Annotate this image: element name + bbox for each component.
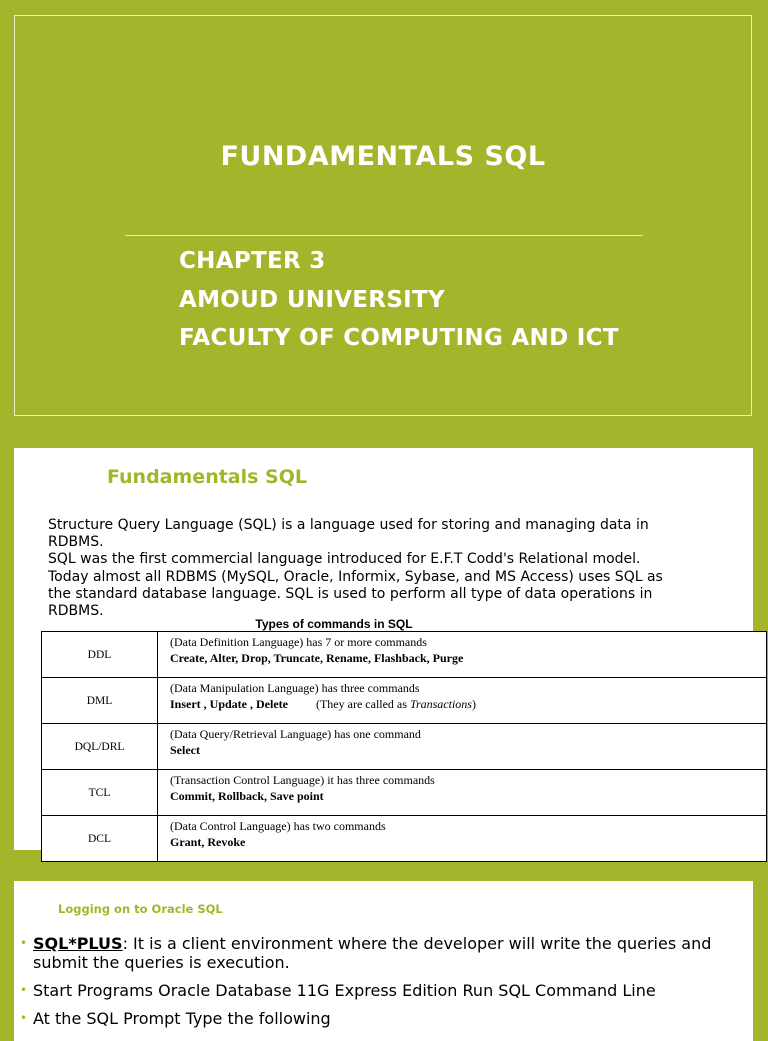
command-note bbox=[316, 697, 476, 711]
command-type-desc bbox=[158, 816, 767, 862]
title-divider bbox=[125, 235, 643, 236]
table-row bbox=[42, 816, 767, 862]
command-type-abbr: TCL bbox=[42, 770, 158, 816]
command-list: Create, Alter, Drop, Truncate, Rename, Flashback, Purge bbox=[170, 651, 464, 665]
command-type-abbr: DDL bbox=[42, 632, 158, 678]
command-type-definition: (Data Control Language) has two commands bbox=[170, 819, 386, 833]
sql-command-types-table bbox=[41, 631, 767, 862]
bullet-icon: • bbox=[20, 936, 28, 950]
paragraph-line: Today almost all RDBMS (MySQL, Oracle, Informix, Sybase, and MS Access) uses SQL as bbox=[48, 568, 663, 585]
start-menu-path: Start Programs Oracle Database 11G Express Edition Run SQL Command Line bbox=[33, 981, 656, 1000]
sqlplus-description: : It is a client environment where the developer will write the queries and submit the queries is execution. bbox=[33, 934, 712, 972]
note-italic: Transactions bbox=[409, 697, 472, 711]
university-label: AMOUD UNIVERSITY bbox=[179, 286, 445, 313]
section-heading: Logging on to Oracle SQL bbox=[58, 902, 223, 916]
paragraph-line: the standard database language. SQL is used to perform all type of data operations in bbox=[48, 585, 653, 602]
table-row bbox=[42, 724, 767, 770]
table-caption: Types of commands in SQL bbox=[255, 617, 413, 631]
sql-intro-slide bbox=[14, 448, 753, 850]
command-list: Select bbox=[170, 743, 200, 757]
paragraph-line: SQL was the first commercial language introduced for E.F.T Codd's Relational model. bbox=[48, 551, 641, 568]
command-type-definition: (Data Definition Language) has 7 or more commands bbox=[170, 635, 427, 649]
command-list: Insert , Update , Delete bbox=[170, 697, 288, 711]
bullet-icon: • bbox=[20, 1011, 28, 1025]
paragraph-line: RDBMS. bbox=[48, 603, 104, 620]
note-prefix: (They are called as bbox=[315, 697, 410, 711]
table-row bbox=[42, 632, 767, 678]
title-slide bbox=[14, 15, 752, 416]
command-type-desc bbox=[158, 770, 767, 816]
paragraph-line: RDBMS. bbox=[48, 534, 104, 551]
oracle-login-slide bbox=[14, 881, 753, 1041]
table-row bbox=[42, 770, 767, 816]
command-type-desc bbox=[158, 724, 767, 770]
command-list-row bbox=[170, 696, 766, 712]
command-type-definition: (Transaction Control Language) it has three commands bbox=[170, 773, 435, 787]
command-list: Commit, Rollback, Save point bbox=[170, 789, 324, 803]
list-item bbox=[18, 1009, 748, 1028]
paragraph-line: Structure Query Language (SQL) is a language used for storing and managing data in bbox=[48, 517, 649, 533]
slide-subtitle-block bbox=[179, 242, 619, 358]
command-type-desc bbox=[158, 632, 767, 678]
command-list: Grant, Revoke bbox=[170, 835, 246, 849]
intro-paragraph bbox=[48, 517, 708, 620]
command-type-abbr: DML bbox=[42, 678, 158, 724]
bullet-icon: • bbox=[20, 983, 28, 997]
command-type-abbr: DCL bbox=[42, 816, 158, 862]
command-type-desc bbox=[158, 678, 767, 724]
sql-prompt-instruction: At the SQL Prompt Type the following bbox=[33, 1009, 331, 1028]
command-type-definition: (Data Manipulation Language) has three commands bbox=[170, 681, 420, 695]
note-suffix: ) bbox=[471, 697, 476, 711]
faculty-label: FACULTY OF COMPUTING AND ICT bbox=[179, 325, 619, 351]
command-type-abbr: DQL/DRL bbox=[42, 724, 158, 770]
list-item bbox=[18, 934, 748, 972]
section-heading: Fundamentals SQL bbox=[107, 466, 308, 488]
sqlplus-term: SQL*PLUS bbox=[33, 934, 123, 953]
table-row bbox=[42, 678, 767, 724]
command-type-definition: (Data Query/Retrieval Language) has one command bbox=[170, 727, 421, 741]
slide-title: FUNDAMENTALS SQL bbox=[220, 141, 546, 172]
list-item bbox=[18, 981, 748, 1000]
bullet-list bbox=[18, 934, 748, 1037]
chapter-label: CHAPTER 3 bbox=[179, 248, 326, 274]
